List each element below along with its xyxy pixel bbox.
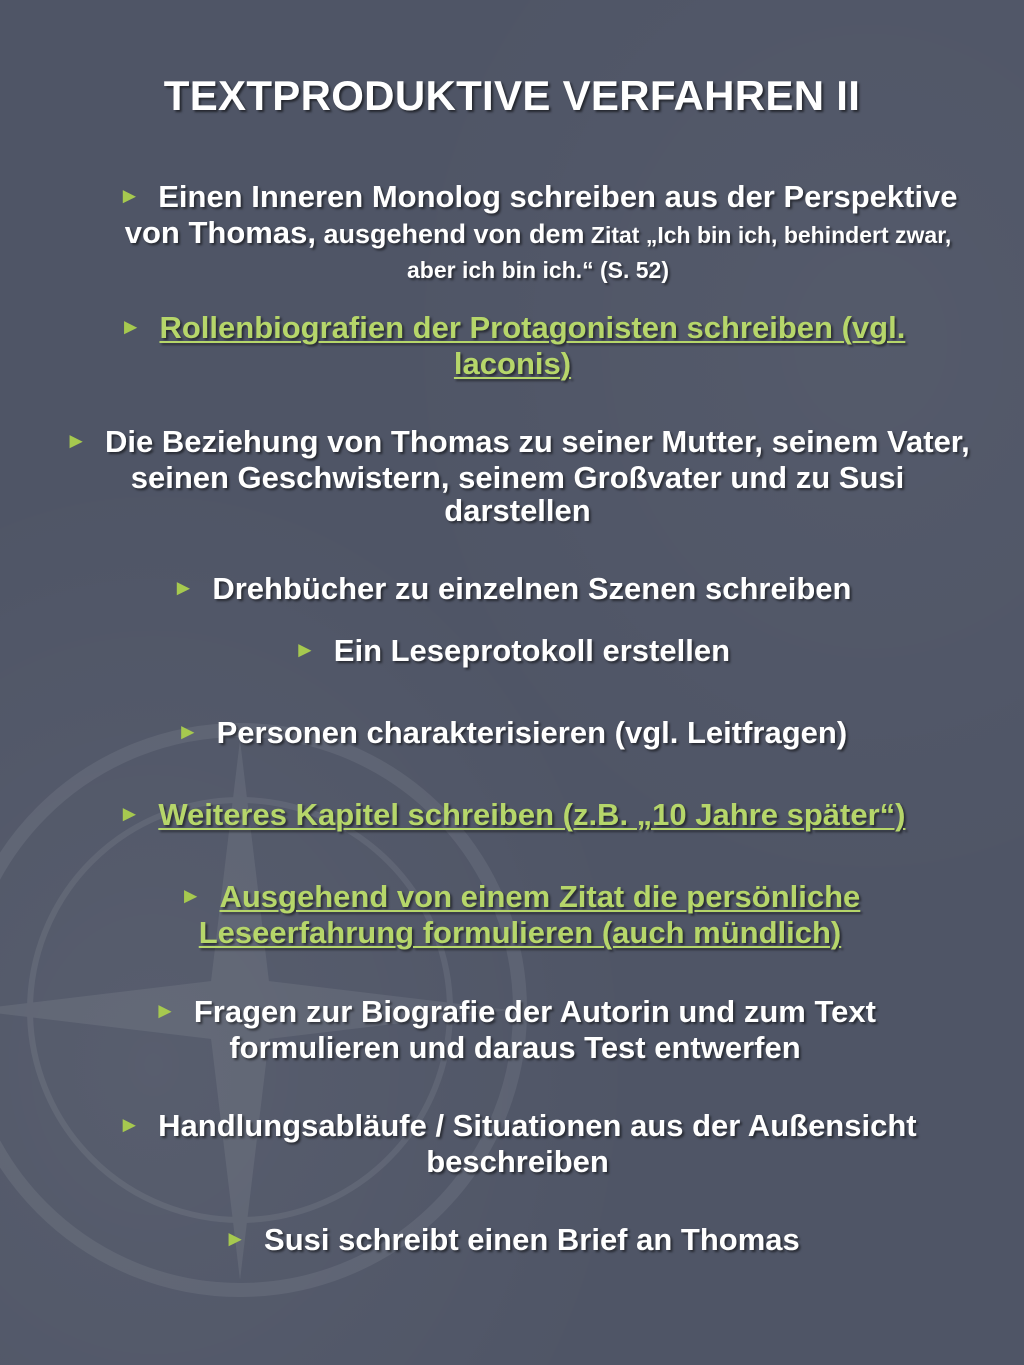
bullet-arrow-icon: ►	[294, 637, 316, 662]
bullet-arrow-icon: ►	[179, 883, 202, 908]
slide-title: TEXTPRODUKTIVE VERFAHREN II	[163, 72, 861, 119]
item-text-medium: ausgehend von dem	[315, 219, 585, 249]
item-text: Drehbücher zu einzelnen Szenen schreiben	[212, 571, 852, 606]
item-link[interactable]: Weiteres Kapitel schreiben (z.B. „10 Jahre später“)	[158, 797, 906, 832]
item-text: Die Beziehung von Thomas zu seiner Mutter, seinem Vater, seinen Geschwistern, seinem Großvater und zu Susi darstellen	[104, 424, 970, 528]
bullet-arrow-icon: ►	[118, 183, 141, 208]
bullet-arrow-icon: ►	[176, 719, 199, 744]
item-text: Personen charakterisieren (vgl. Leitfragen)	[216, 715, 848, 750]
list-item[interactable]	[75, 311, 950, 380]
list-item	[60, 425, 975, 527]
list-item	[60, 1109, 975, 1178]
item-link[interactable]: Rollenbiografien der Protagonisten schreiben (vgl. laconis)	[159, 310, 906, 381]
bullet-arrow-icon: ►	[118, 801, 141, 826]
bullet-arrow-icon: ►	[118, 1112, 141, 1137]
list-item	[100, 995, 930, 1064]
item-text: Einen Inneren Monolog schreiben aus der Perspektive von Thomas,	[124, 179, 958, 250]
list-item	[0, 572, 1024, 608]
bullet-arrow-icon: ►	[154, 998, 176, 1023]
list-item[interactable]	[130, 880, 910, 949]
list-item	[0, 634, 1024, 670]
bullet-arrow-icon: ►	[119, 314, 142, 339]
item-link[interactable]: Ausgehend von einem Zitat die persönliche Leseerfahrung formulieren (auch mündlich)	[198, 879, 861, 950]
bullet-arrow-icon: ►	[224, 1226, 247, 1251]
list-item	[0, 716, 1024, 752]
item-text: Handlungsabläufe / Situationen aus der Außensicht beschreiben	[158, 1108, 917, 1179]
list-item	[118, 180, 958, 285]
list-item	[0, 1223, 1024, 1259]
bullet-arrow-icon: ►	[65, 428, 87, 453]
item-text: Ein Leseprotokoll erstellen	[333, 633, 730, 668]
item-quote: Zitat „Ich bin ich, behindert zwar, aber ich bin ich.“ (S. 52)	[406, 222, 952, 283]
item-text: Fragen zur Biografie der Autorin und zum Text formulieren und daraus Test entwerfen	[193, 994, 876, 1065]
list-item[interactable]	[0, 798, 1024, 834]
item-text: Susi schreibt einen Brief an Thomas	[264, 1222, 800, 1257]
bullet-arrow-icon: ►	[172, 575, 195, 600]
